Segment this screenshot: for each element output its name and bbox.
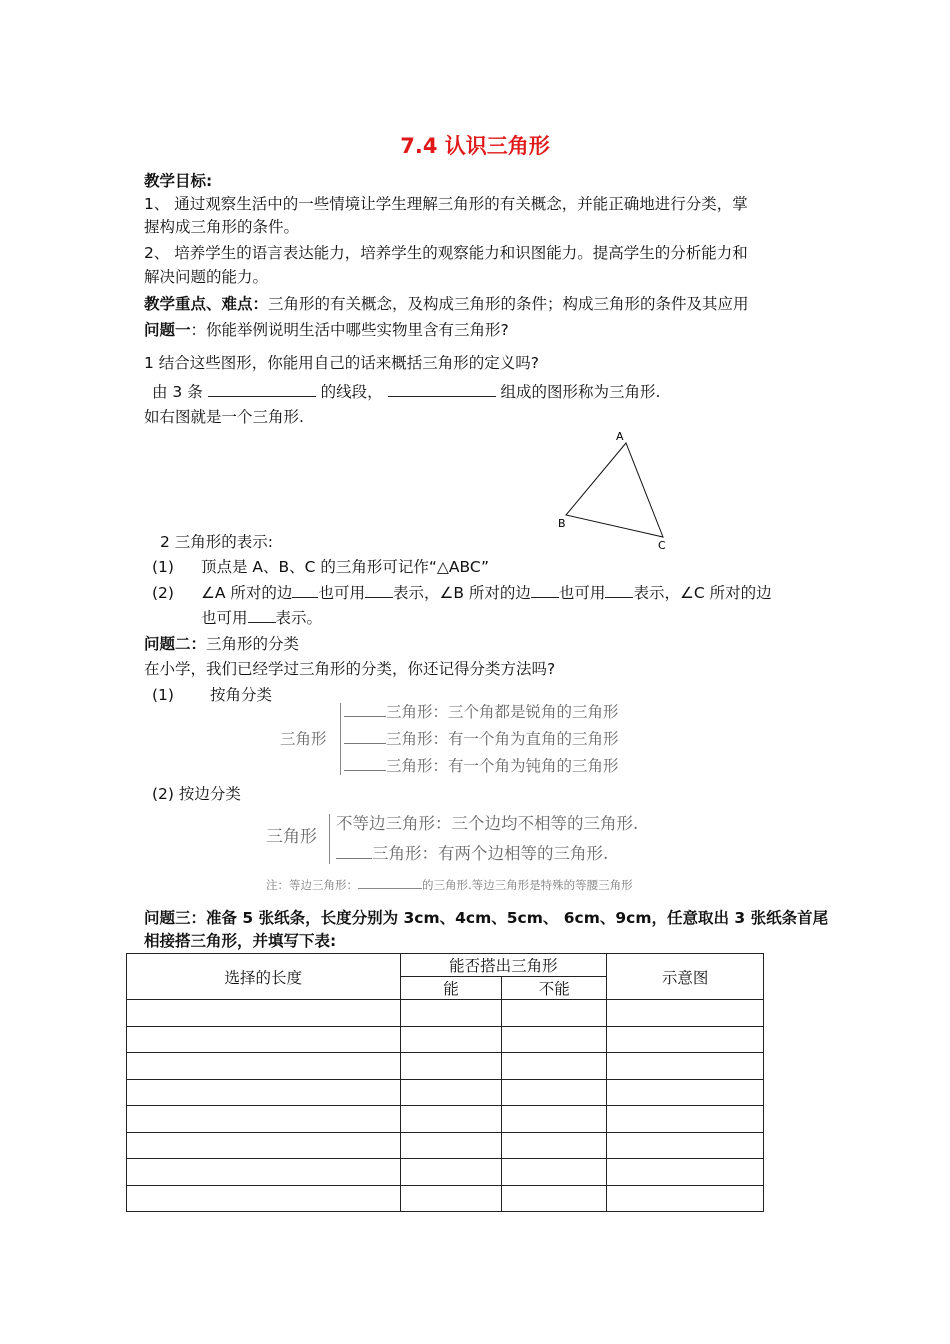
- table-cell[interactable]: [502, 1053, 607, 1080]
- table-cell[interactable]: [502, 1132, 607, 1159]
- blank-field[interactable]: [531, 583, 559, 598]
- table-header-diagram: 示意图: [607, 954, 764, 1000]
- angle-item-obtuse: [344, 755, 619, 777]
- side-item-isosceles: [336, 843, 608, 865]
- notation-2-part-e: 表示，∠C 所对的边: [633, 584, 772, 602]
- angle-item-acute: [344, 701, 619, 723]
- notation-heading: 2 三角形的表示:: [160, 533, 274, 551]
- notation-2-part-b: 也可用: [318, 584, 365, 602]
- notation-2-part-a: ∠A 所对的边: [201, 584, 293, 602]
- table-cell[interactable]: [607, 1000, 764, 1027]
- notation-2-number: (2): [152, 584, 174, 602]
- notation-2-part-c: 表示，∠B 所对的边: [392, 584, 531, 602]
- table-cell[interactable]: [607, 1026, 764, 1053]
- angle-root-label: 三角形: [280, 730, 327, 748]
- blank-field[interactable]: [248, 608, 276, 623]
- notation-2-part-d: 也可用: [558, 584, 606, 602]
- table-cell[interactable]: [400, 1079, 502, 1106]
- side-root-label: 三角形: [266, 827, 317, 847]
- note-part-b: 的三角形.等边三角形是特殊的等腰三角形: [422, 878, 633, 892]
- table-cell[interactable]: [502, 1026, 607, 1053]
- blank-field[interactable]: [605, 583, 633, 598]
- question-one-text: ：你能举例说明生活中哪些实物里含有三角形?: [190, 321, 509, 339]
- table-row: [127, 1159, 764, 1186]
- brace: [340, 703, 341, 775]
- table-row: [127, 1053, 764, 1080]
- side-item-text: 三角形：有两个边相等的三角形.: [372, 844, 609, 863]
- notation-2-line-1: [201, 582, 772, 604]
- vertex-label-a: A: [616, 430, 624, 443]
- equilateral-note: [266, 874, 633, 896]
- goal-1-line-1: 1、 通过观察生活中的一些情境让学生理解三角形的有关概念，并能正确地进行分类，掌: [144, 195, 748, 213]
- blank-field[interactable]: [208, 382, 316, 397]
- goal-2-line-1: 2、 培养学生的语言表达能力，培养学生的观察能力和识图能力。提高学生的分析能力和: [144, 244, 748, 262]
- table-row: [127, 1185, 764, 1212]
- table-cell[interactable]: [400, 1185, 502, 1212]
- vertex-label-c: C: [658, 539, 666, 552]
- goals-heading: 教学目标:: [144, 172, 213, 190]
- blank-field[interactable]: [336, 844, 372, 859]
- table-row: [127, 1079, 764, 1106]
- angle-item-text: 三角形：有一个角为钝角的三角形: [386, 757, 619, 775]
- by-angle-heading: 按角分类: [210, 686, 273, 704]
- table-cell[interactable]: [607, 1132, 764, 1159]
- table-cell[interactable]: [400, 1053, 502, 1080]
- table-cell[interactable]: [607, 1053, 764, 1080]
- definition-fill: [152, 381, 660, 403]
- question-three-line-2: 相接搭三角形，并填写下表:: [144, 932, 337, 950]
- table-cell[interactable]: [502, 1159, 607, 1186]
- definition-part-c: 组成的图形称为三角形.: [500, 383, 661, 401]
- table-row: [127, 1000, 764, 1027]
- notation-2-part-g: 表示。: [275, 609, 323, 627]
- angle-item-text: 三角形：三个角都是锐角的三角形: [386, 703, 619, 721]
- triangle-abc-figure: [550, 425, 680, 555]
- table-header-lengths: 选择的长度: [127, 954, 401, 1000]
- table-cell[interactable]: [502, 1106, 607, 1133]
- vertex-label-b: B: [558, 517, 566, 530]
- blank-field[interactable]: [344, 756, 386, 771]
- table-cell[interactable]: [607, 1159, 764, 1186]
- table-cell[interactable]: [127, 1053, 401, 1080]
- figure-reference: 如右图就是一个三角形.: [144, 408, 304, 426]
- table-cell[interactable]: [127, 1026, 401, 1053]
- angle-item-right: [344, 728, 619, 750]
- key-points: [144, 293, 749, 315]
- table-cell[interactable]: [607, 1185, 764, 1212]
- table-cell[interactable]: [400, 1026, 502, 1053]
- by-angle-number: (1): [152, 686, 174, 704]
- definition-part-a: 由 3 条: [152, 383, 203, 401]
- definition-prompt: 1 结合这些图形，你能用自己的话来概括三角形的定义吗?: [144, 354, 540, 372]
- table-cell[interactable]: [127, 1159, 401, 1186]
- notation-1-number: (1): [152, 558, 174, 576]
- notation-1-text: 顶点是 A、B、C 的三角形可记作“△ABC”: [201, 558, 489, 576]
- table-cell[interactable]: [607, 1106, 764, 1133]
- table-body: [127, 1000, 764, 1212]
- definition-part-b: 的线段，: [320, 383, 383, 401]
- question-one-label: 问题一: [144, 321, 191, 339]
- blank-field[interactable]: [344, 702, 386, 717]
- table-cell[interactable]: [607, 1079, 764, 1106]
- table-cell[interactable]: [127, 1079, 401, 1106]
- table-header-yes: 能: [400, 977, 502, 1000]
- table-cell[interactable]: [127, 1106, 401, 1133]
- table-cell[interactable]: [127, 1000, 401, 1027]
- table-cell[interactable]: [502, 1185, 607, 1212]
- question-two-text: 三角形的分类: [206, 635, 300, 653]
- table-cell[interactable]: [400, 1106, 502, 1133]
- blank-field[interactable]: [365, 583, 393, 598]
- table-row: [127, 1026, 764, 1053]
- triangle-shape: [566, 443, 663, 537]
- blank-field[interactable]: [292, 583, 318, 598]
- table-cell[interactable]: [400, 1000, 502, 1027]
- note-part-a: 注：等边三角形：: [266, 878, 358, 892]
- table-cell[interactable]: [400, 1132, 502, 1159]
- page-title: 7.4 认识三角形: [400, 134, 550, 158]
- blank-field[interactable]: [388, 382, 496, 397]
- key-points-label: 教学重点、难点：: [144, 295, 269, 313]
- goal-2-line-2: 解决问题的能力。: [144, 268, 269, 286]
- notation-2-part-f: 也可用: [201, 609, 248, 627]
- question-two-label: 问题二：: [144, 635, 207, 653]
- table-cell[interactable]: [502, 1000, 607, 1027]
- classification-prompt: 在小学，我们已经学过三角形的分类，你还记得分类方法吗?: [144, 660, 556, 678]
- question-one: [144, 319, 509, 341]
- side-item-scalene: 不等边三角形：三个边均不相等的三角形.: [336, 814, 639, 833]
- table-header-possible: 能否搭出三角形: [400, 954, 607, 977]
- key-points-text: 三角形的有关概念，及构成三角形的条件；构成三角形的条件及其应用: [268, 295, 749, 313]
- question-three-text: 准备 5 张纸条，长度分别为 3cm、4cm、5cm、 6cm、9cm，任意取出 3 张纸条首尾: [206, 909, 829, 927]
- question-three-label: 问题三：: [144, 909, 207, 927]
- by-side-heading: (2) 按边分类: [152, 785, 241, 803]
- question-three: [144, 907, 828, 929]
- table-row: [127, 1106, 764, 1133]
- question-two: [144, 633, 299, 655]
- brace: [329, 814, 330, 864]
- blank-field[interactable]: [344, 729, 386, 744]
- angle-item-text: 三角形：有一个角为直角的三角形: [386, 730, 619, 748]
- table-row: [127, 1132, 764, 1159]
- notation-2-line-2: [201, 607, 322, 629]
- triangle-table: [126, 953, 764, 1212]
- table-header-no: 不能: [502, 977, 607, 1000]
- goal-1-line-2: 握构成三角形的条件。: [144, 218, 300, 236]
- table-cell[interactable]: [127, 1132, 401, 1159]
- table-cell[interactable]: [127, 1185, 401, 1212]
- blank-field[interactable]: [358, 878, 422, 889]
- table-cell[interactable]: [502, 1079, 607, 1106]
- table-cell[interactable]: [400, 1159, 502, 1186]
